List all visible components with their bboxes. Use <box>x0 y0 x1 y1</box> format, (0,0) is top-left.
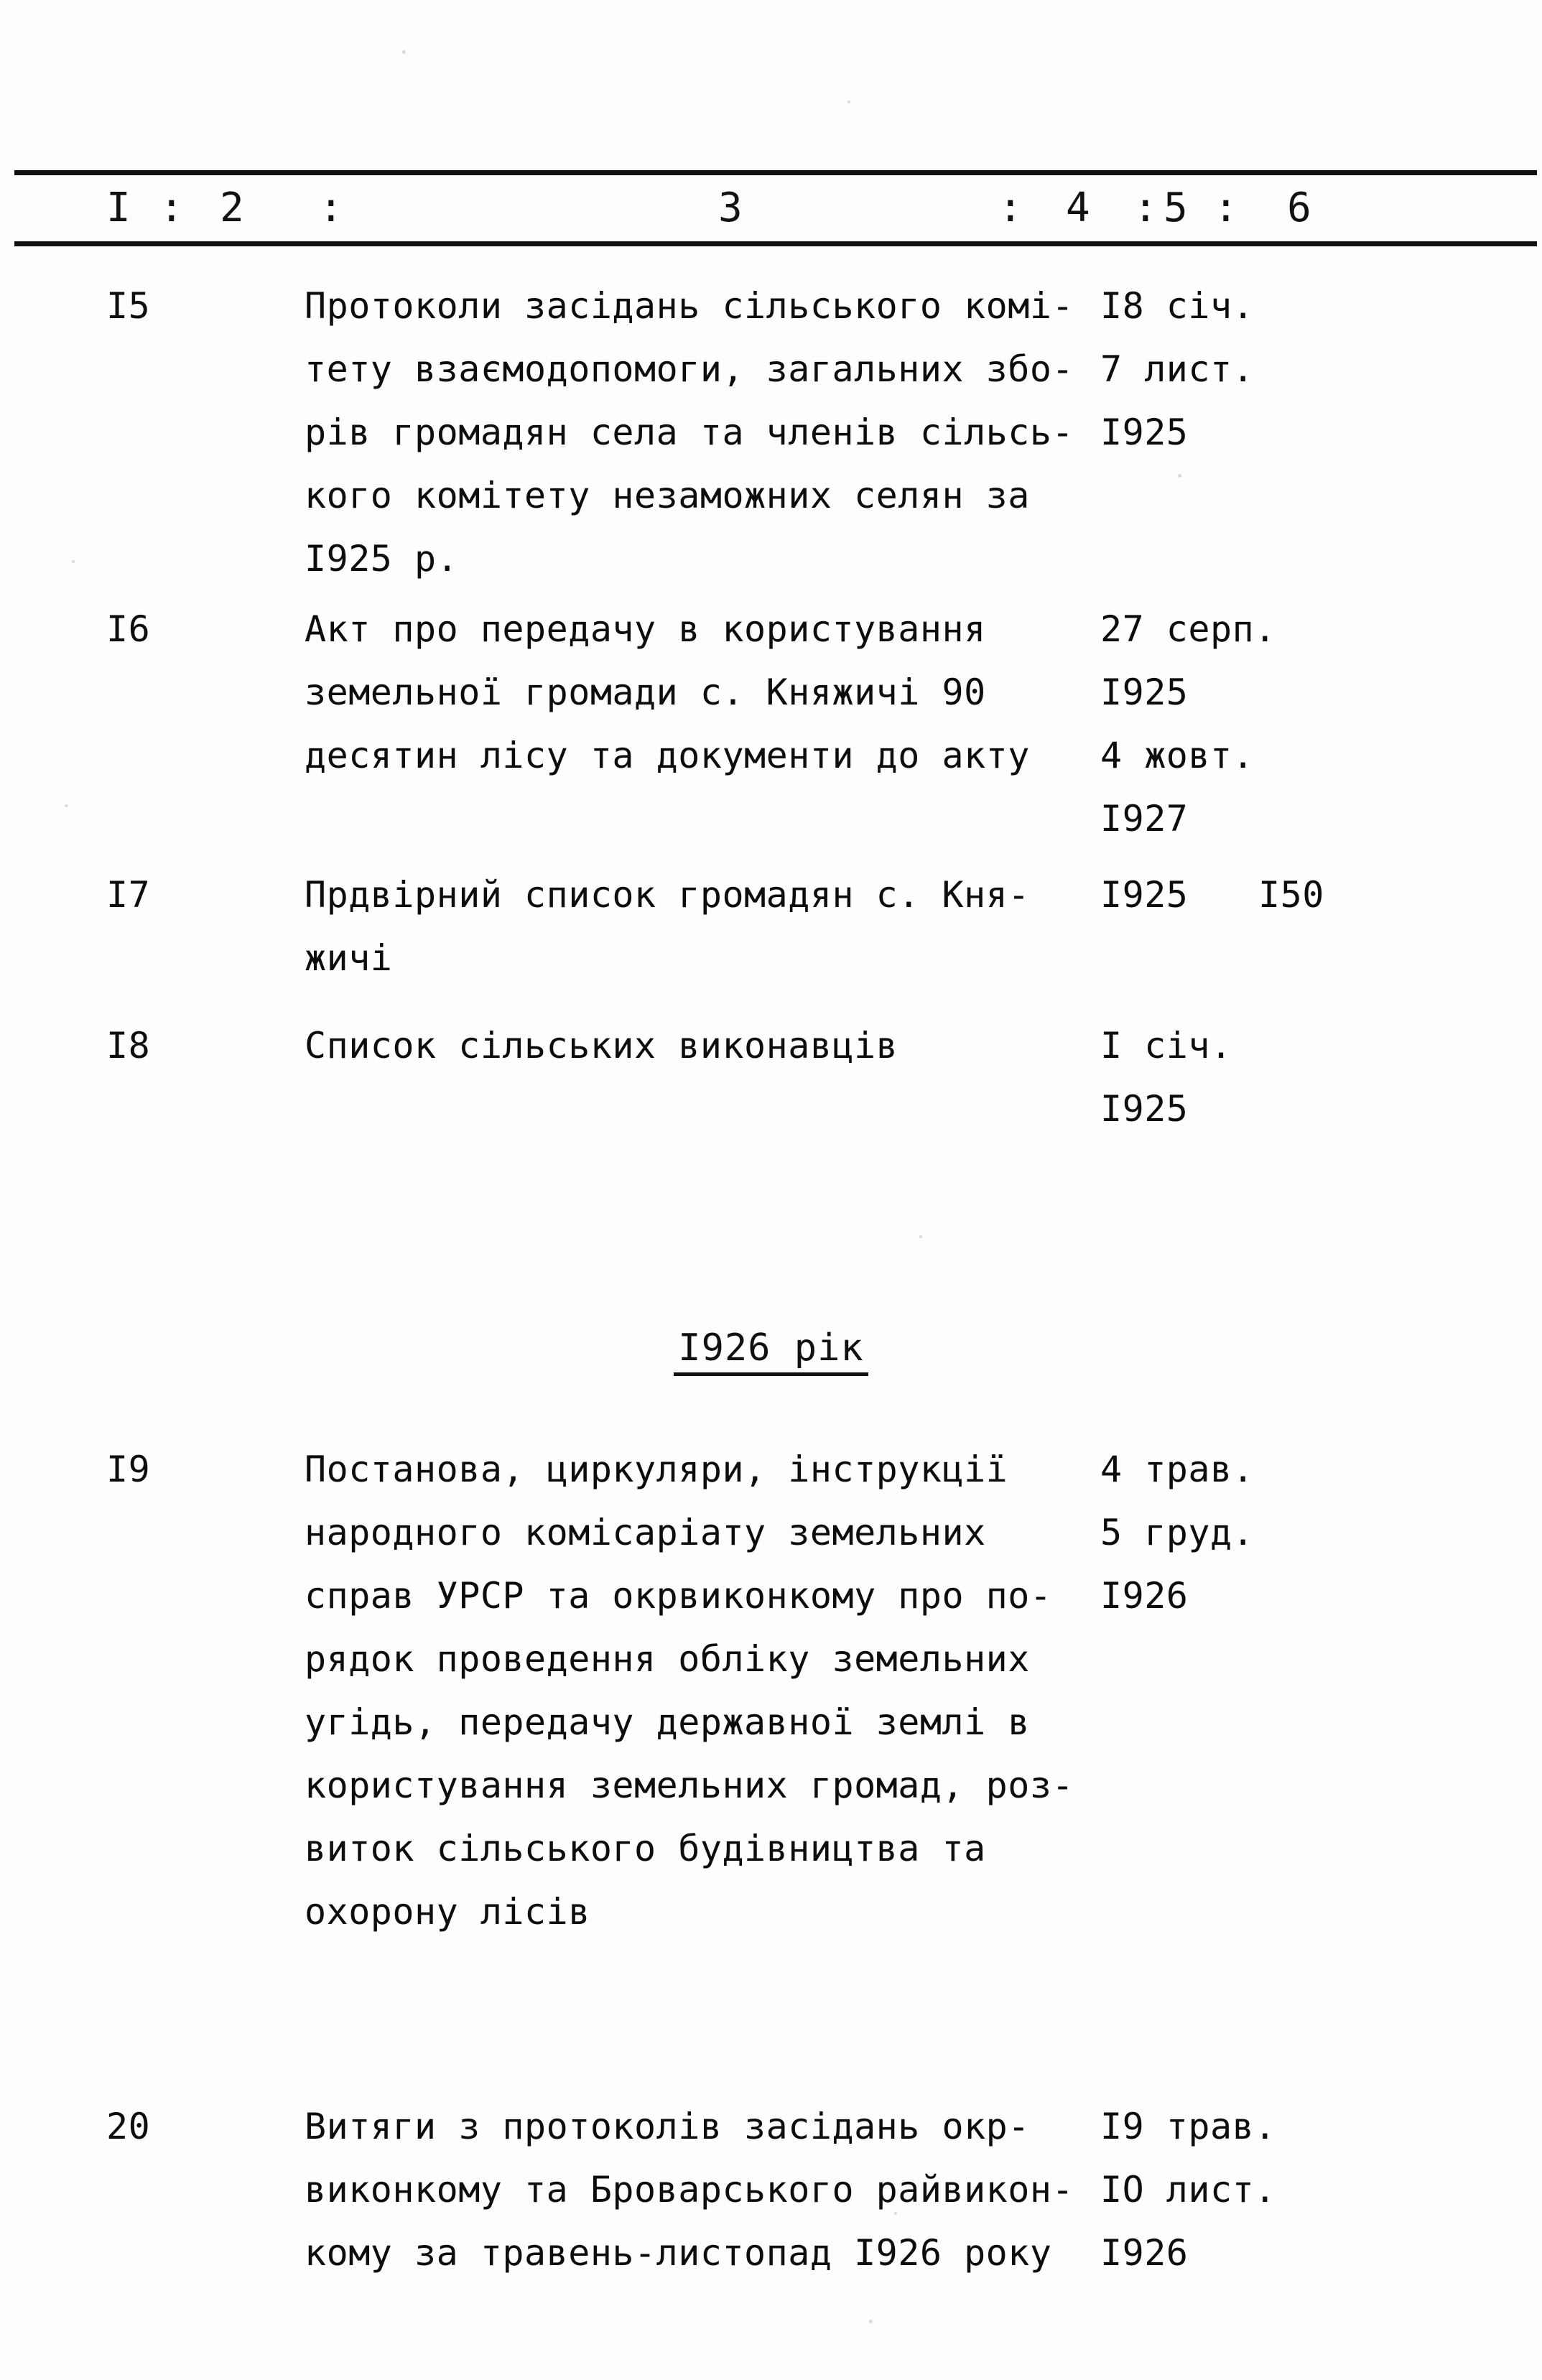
row-dates-line: I926 <box>1100 2232 1189 2274</box>
row-dates-line: I925 <box>1100 1088 1189 1130</box>
column-header-2: : <box>159 185 185 231</box>
row-title-line: Акт про передачу в користування <box>305 608 986 650</box>
row-quantity <box>1258 863 1445 926</box>
row-title-line: справ УРСР та окрвиконкому про по- <box>305 1575 1052 1617</box>
row-title <box>305 598 1080 787</box>
row-dates <box>1100 863 1251 926</box>
row-dates <box>1100 598 1276 850</box>
row-dates-line: I січ. <box>1100 1025 1232 1066</box>
row-title <box>305 274 1080 590</box>
column-header-6: : <box>998 185 1023 231</box>
inventory-rows <box>0 274 1542 2313</box>
column-header-7: 4 <box>1066 185 1091 231</box>
column-header-5: 3 <box>718 185 743 231</box>
row-dates-line: 4 трав. <box>1100 1449 1255 1490</box>
scan-speckle <box>847 101 850 103</box>
row-title-line: кого комітету незаможних селян за <box>305 475 1030 516</box>
row-dates-line: I9 трав. <box>1100 2106 1276 2147</box>
row-title-line: Прдвірний список громадян с. Кня- <box>305 874 1030 916</box>
column-header-9: 5 <box>1164 185 1189 231</box>
scan-speckle <box>894 2212 897 2215</box>
column-header-8: : <box>1133 185 1158 231</box>
row-title-line: виток сільського будівництва та <box>305 1828 986 1869</box>
row-title-line: рядок проведення обліку земельних <box>305 1638 1030 1680</box>
row-title-line: Постанова, циркуляри, інструкції <box>305 1449 1008 1490</box>
row-title-line: жичі <box>305 937 393 979</box>
row-title-line: Витяги з протоколів засідань окр- <box>305 2106 1030 2147</box>
row-title <box>305 1014 1080 1077</box>
row-number: I6 <box>106 608 151 650</box>
row-dates-line: I8 січ. <box>1100 285 1255 327</box>
row-title <box>305 1438 1080 1943</box>
row-dates-line: 5 груд. <box>1100 1512 1255 1553</box>
scan-speckle <box>919 1235 922 1238</box>
row-dates-line: 27 серп. <box>1100 608 1276 650</box>
row-number: I7 <box>106 874 151 916</box>
scan-speckle <box>65 804 68 807</box>
row-dates-line: I927 <box>1100 798 1189 840</box>
row-title-line: десятин лісу та документи до акту <box>305 735 1030 776</box>
row-title-line: тету взаємодопомоги, загальних збо- <box>305 348 1074 390</box>
row-title-line: Протоколи засідань сільського комі- <box>305 285 1074 327</box>
column-header-11: 6 <box>1287 185 1312 231</box>
row-title-line: охорону лісів <box>305 1891 590 1933</box>
row-dates-line: I926 <box>1100 1575 1189 1617</box>
scan-speckle <box>1178 474 1181 478</box>
column-header-10: : <box>1214 185 1239 231</box>
section-heading <box>0 1323 1542 1373</box>
row-title-line: угідь, передачу державної землі в <box>305 1701 1030 1743</box>
row-dates <box>1100 274 1255 464</box>
row-title-line: Список сільських виконавців <box>305 1025 898 1066</box>
header-rule-bottom <box>14 241 1537 246</box>
row-dates-line: IO лист. <box>1100 2169 1276 2211</box>
row-dates-line: I925 <box>1100 671 1189 713</box>
row-number: I8 <box>106 1025 151 1066</box>
column-header-3: 2 <box>220 185 245 231</box>
row-title-line: виконкому та Броварського райвикон- <box>305 2169 1074 2211</box>
scan-speckle <box>402 50 406 54</box>
column-header-1: I <box>106 185 131 231</box>
column-header-4: : <box>319 185 344 231</box>
scan-speckle <box>869 2320 873 2323</box>
row-title-line: народного комісаріату земельних <box>305 1512 986 1553</box>
row-dates <box>1100 1438 1255 1627</box>
scan-speckle <box>72 560 75 563</box>
row-dates-line: I925 <box>1100 412 1189 453</box>
row-number: 20 <box>106 2106 151 2147</box>
row-title <box>305 2095 1080 2284</box>
row-title-line: рів громадян села та членів сільсь- <box>305 412 1074 453</box>
row-title-line: земельної громади с. Княжичі 90 <box>305 671 986 713</box>
row-dates <box>1100 1014 1251 1140</box>
row-dates-line: I925 <box>1100 874 1189 916</box>
row-quantity-line: I50 <box>1258 874 1324 916</box>
row-dates-line: 7 лист. <box>1100 348 1255 390</box>
header-rule-top <box>14 170 1537 175</box>
row-title-line: I925 р. <box>305 538 459 580</box>
row-number: I5 <box>106 285 151 327</box>
row-number: I9 <box>106 1449 151 1490</box>
row-dates <box>1100 2095 1276 2284</box>
row-title-line: користування земельних громад, роз- <box>305 1765 1074 1806</box>
row-title-line: кому за травень-листопад I926 року <box>305 2232 1052 2274</box>
section-heading-text: I926 рік <box>674 1326 868 1376</box>
row-dates-line: 4 жовт. <box>1100 735 1255 776</box>
row-title <box>305 863 1080 990</box>
